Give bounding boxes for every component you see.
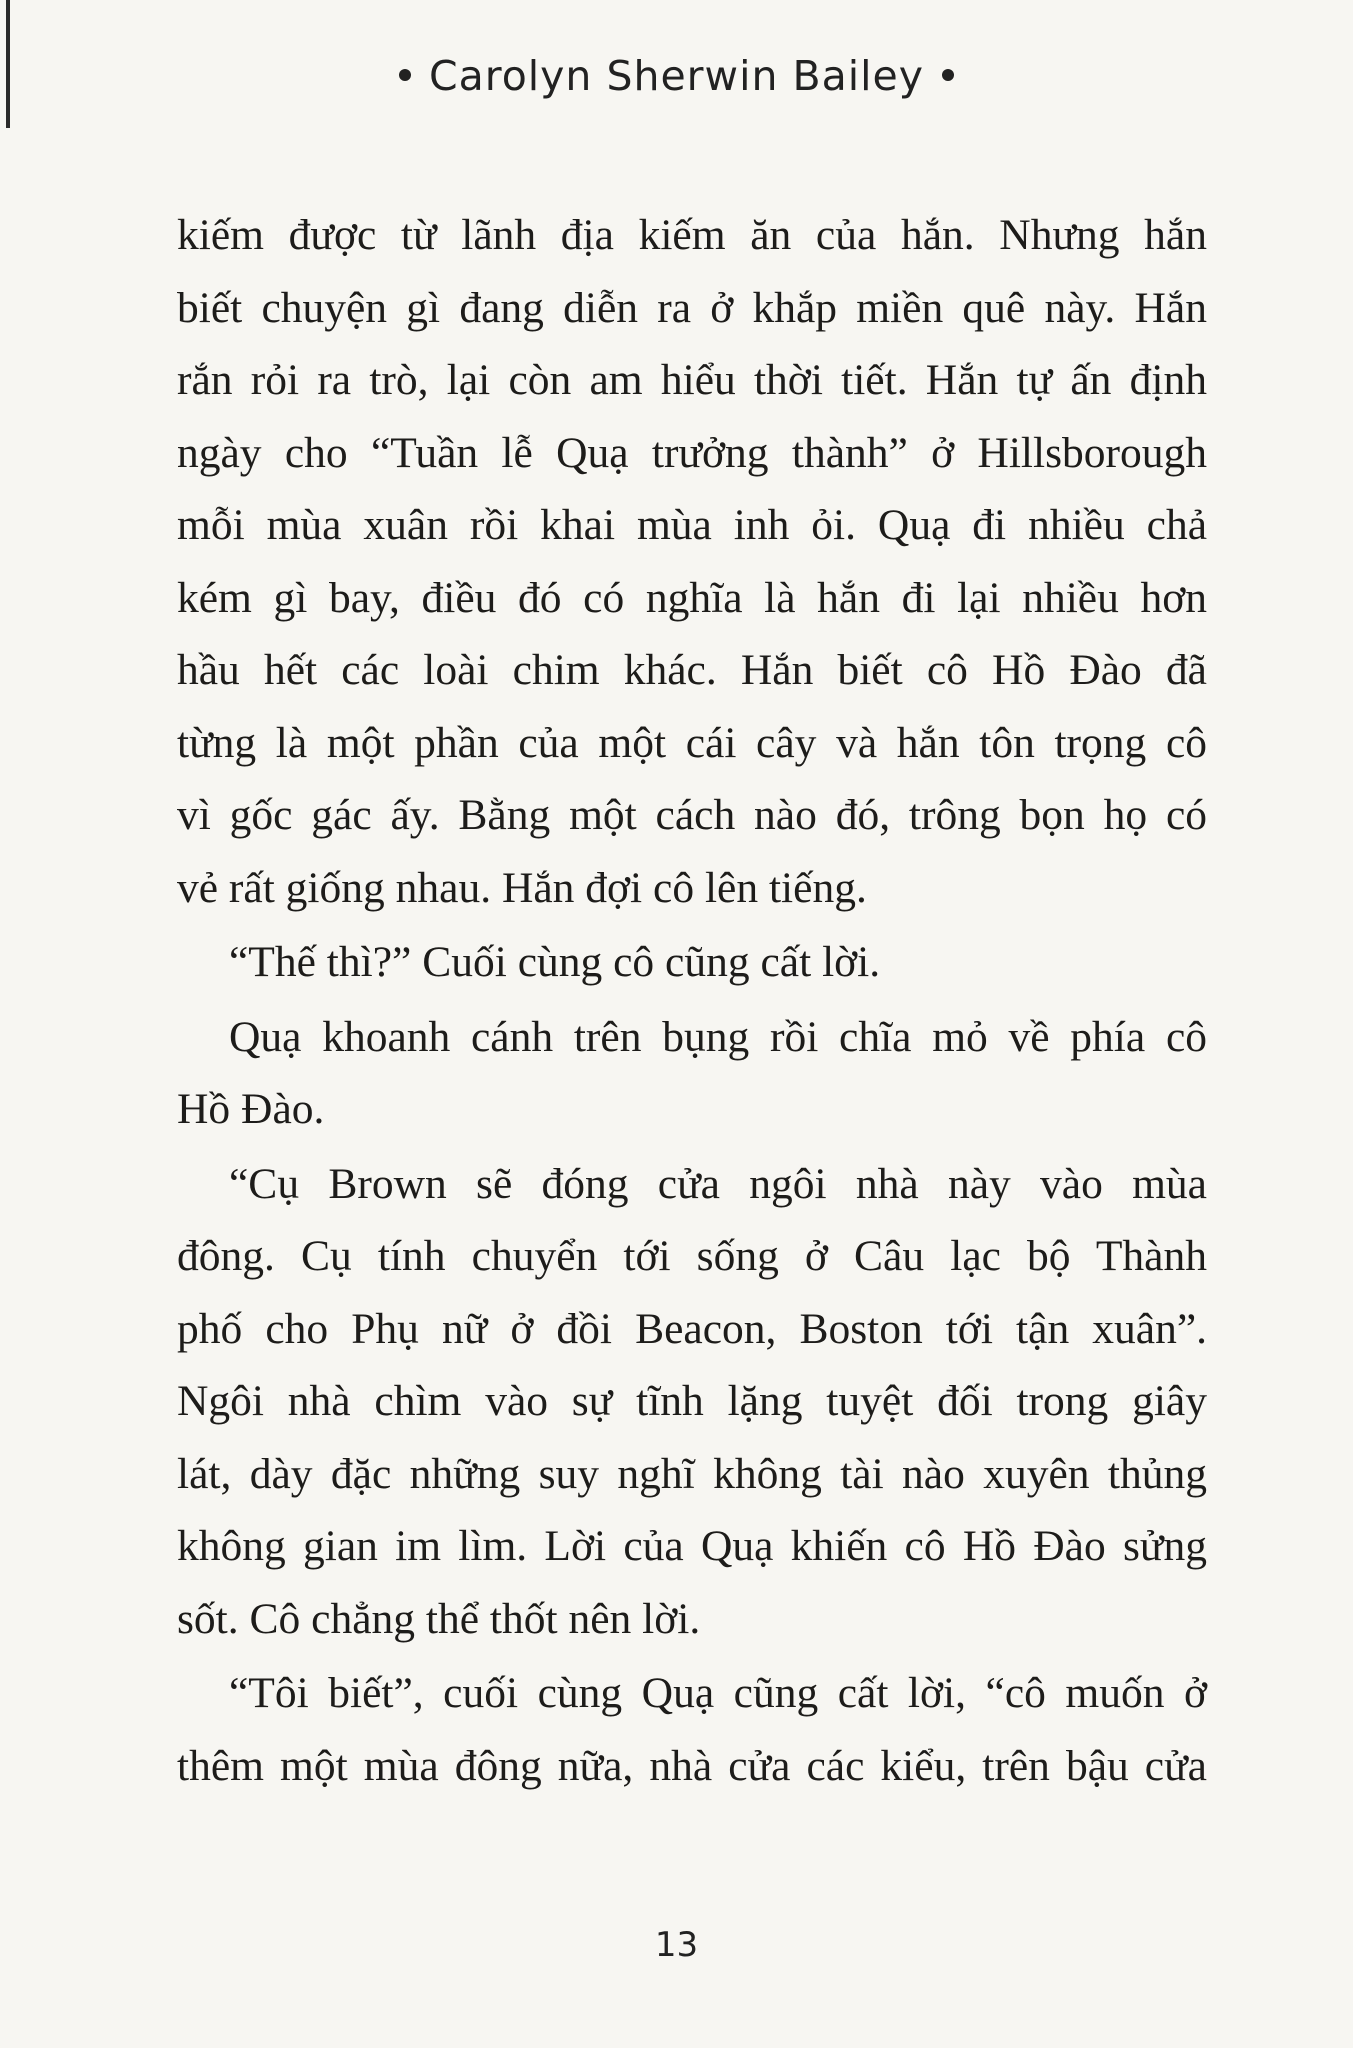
text-line: vì gốc gác ấy. Bằng một cách nào đó, trông bọn họ có — [177, 791, 1207, 839]
text-line: mỗi mùa xuân rồi khai mùa inh ỏi. Quạ đi nhiều chả — [177, 501, 1207, 549]
text-line: lát, dày đặc những suy nghĩ không tài nào xuyên thủng — [177, 1449, 1207, 1498]
text-line: phố cho Phụ nữ ở đồi Beacon, Boston tới tận xuân”. — [177, 1304, 1207, 1353]
text-line: thêm một mùa đông nữa, nhà cửa các kiểu, trên bậu cửa — [177, 1741, 1207, 1790]
page-number: 13 — [654, 1925, 699, 1965]
header-left-bullet — [399, 69, 411, 81]
header-right-bullet — [942, 69, 954, 81]
text-line: đông. Cụ tính chuyển tới sống ở Câu lạc bộ Thành — [177, 1232, 1207, 1280]
text-line: kiếm được từ lãnh địa kiếm ăn của hắn. Nhưng hắn — [177, 211, 1207, 259]
text-line: từng là một phần của một cái cây và hắn tôn trọng cô — [177, 718, 1207, 767]
paragraph — [177, 1148, 1207, 1656]
text-line: vẻ rất giống nhau. Hắn đợi cô lên tiếng. — [177, 863, 867, 912]
text-line: không gian im lìm. Lời của Quạ khiến cô Hồ Đào sửng — [177, 1522, 1207, 1570]
text-line: “Tôi biết”, cuối cùng Quạ cũng cất lời, “cô muốn ở — [229, 1669, 1207, 1717]
text-line: kém gì bay, điều đó có nghĩa là hắn đi lại nhiều hơn — [177, 573, 1207, 622]
paragraph — [177, 199, 1207, 924]
text-line: ngày cho “Tuần lễ Quạ trưởng thành” ở Hillsborough — [177, 428, 1207, 477]
text-line: hầu hết các loài chim khác. Hắn biết cô Hồ Đào đã — [177, 646, 1207, 694]
text-line: sốt. Cô chẳng thể thốt nên lời. — [177, 1594, 701, 1643]
text-line: “Thế thì?” Cuối cùng cô cũng cất lời. — [229, 938, 881, 986]
header-author: Carolyn Sherwin Bailey — [428, 52, 925, 100]
running-header — [0, 52, 1353, 100]
text-line: rắn rỏi ra trò, lại còn am hiểu thời tiết. Hắn tự ấn định — [177, 356, 1207, 404]
paragraph — [177, 926, 1207, 999]
text-line: “Cụ Brown sẽ đóng cửa ngôi nhà này vào mùa — [229, 1159, 1207, 1208]
text-line: Hồ Đào. — [177, 1085, 325, 1133]
text-line: biết chuyện gì đang diễn ra ở khắp miền quê này. Hắn — [177, 283, 1207, 332]
paragraph — [177, 1001, 1207, 1146]
text-line: Quạ khoanh cánh trên bụng rồi chĩa mỏ về phía cô — [229, 1012, 1207, 1061]
body-text — [177, 199, 1207, 1802]
paragraph — [177, 1657, 1207, 1802]
text-line: Ngôi nhà chìm vào sự tĩnh lặng tuyệt đối trong giây — [177, 1377, 1207, 1425]
